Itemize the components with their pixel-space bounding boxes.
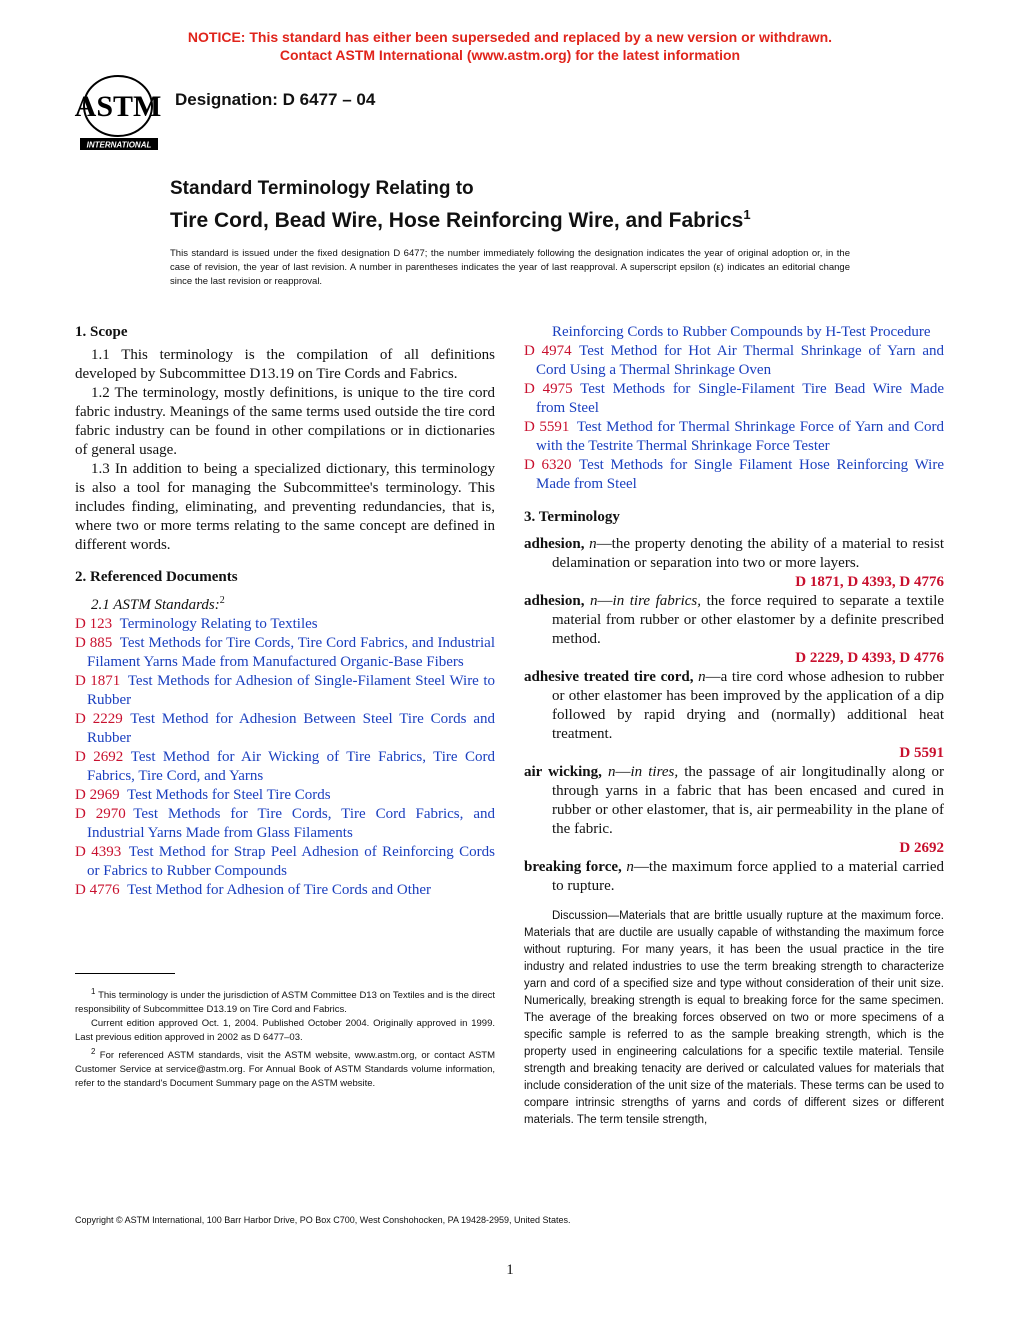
reference-item[interactable] (524, 342, 944, 380)
copyright: Copyright © ASTM International, 100 Barr Harbor Drive, PO Box C700, West Conshohocken, PA 19428-2959, United States. (75, 1215, 571, 1225)
reference-item[interactable] (75, 881, 495, 900)
term-definition: the passage of air longitudinally along or through yarns in a fabric that has been encased and cured in rubber or other elastomer, that is, air permeability in the plane of the fabric. (552, 764, 945, 837)
footnote-2: $^2$ For referenced ASTM standards, visit the ASTM website, www.astm.org, or contact ASTM Customer Service at service@astm.org. For Annual Book of ASTM Standards volume information, refer to the standard's Document Summary page on the ASTM website. (75, 1047, 495, 1090)
standards-label-text: 2.1 ASTM Standards: (91, 597, 220, 613)
notice-line-2: Contact ASTM International (www.astm.org) for the latest information (279, 47, 741, 63)
discussion: Discussion—Materials that are brittle usually rupture at the maximum force. Materials that are ductile are usually capable of withstanding the maximum force without rupturing. For many years, it has been the usual practice in the tire industry and related industries to use the term breaking strength to characterize yarn and cord of a specified size and type without consideration of their unit size. Numerically, breaking strength is equal to breaking force for the same specimen. The average of the breaking forces observed on two or more specimens of a specific sample is referred to as the sample breaking strength, which is the property used in engineering calculations for a specific textile material. Tensile strength and breaking tenacity are derived or calculated values for materials that include consideration of the unit size of the materials. These terms can be used to compare intrinsic strengths of yarns and cords of different sizes or different materials. The term tensile strength, (524, 910, 944, 1126)
reference-number[interactable]: D 2970 (75, 806, 126, 822)
reference-title-link[interactable]: Test Methods for Tire Cords, Tire Cord Fabrics, and Industrial Yarns Made from Glass Filaments (87, 806, 495, 841)
reference-item[interactable] (75, 786, 495, 805)
term-definition: a tire cord whose adhesion to rubber or other elastomer has been improved by the application of a dip followed by rapid drying and (normally) additional heat treatment. (552, 669, 945, 742)
reference-item[interactable] (75, 843, 495, 881)
right-column (524, 323, 944, 1129)
term-pos: n (608, 764, 616, 780)
reference-item[interactable] (75, 805, 495, 843)
footnote-2-text: For referenced ASTM standards, visit the ASTM website, www.astm.org, or contact ASTM Customer Service at service@astm.org. For Annual Book of ASTM Standards volume information, refer to the standard's Document Summary page on the ASTM website. (75, 1050, 495, 1090)
term-entry: breaking force, n—the maximum force applied to a material carried to rupture. (524, 859, 945, 894)
reference-number[interactable]: D 2692 (75, 749, 124, 765)
footnote-rule (75, 973, 175, 974)
logo-text: INTERNATIONAL (86, 140, 152, 150)
reference-title-link[interactable]: Test Method for Strap Peel Adhesion of Reinforcing Cords or Fabrics to Rubber Compounds (87, 844, 495, 879)
page-title (170, 176, 751, 234)
reference-list (75, 615, 495, 900)
reference-title-link[interactable]: Test Method for Air Wicking of Tire Fabrics, Tire Cord Fabrics, Tire Cord, and Yarns (87, 749, 495, 784)
term-name: adhesion, (524, 536, 585, 552)
reference-item[interactable] (75, 672, 495, 710)
term-entry: adhesion, n—the property denoting the ability of a material to resist delamination or separation into two or more layers. (524, 536, 944, 571)
reference-item[interactable] (75, 615, 495, 634)
reference-number[interactable]: D 2969 (75, 787, 120, 803)
reference-item[interactable] (75, 748, 495, 786)
reference-title-link[interactable]: Test Method for Adhesion Between Steel Tire Cords and Rubber (87, 711, 495, 746)
term-entry: adhesive treated tire cord, n—a tire cord whose adhesion to rubber or other elastomer has been improved by the application of a dip followed by rapid drying and (normally) additional heat treatment. (524, 669, 945, 742)
referenced-heading: 2. Referenced Documents (75, 569, 238, 585)
term-qualifier: in tires, (630, 764, 679, 780)
term-list (524, 535, 944, 896)
reference-item[interactable] (524, 456, 944, 494)
reference-number[interactable]: D 1871 (75, 673, 121, 689)
term-pos: n (698, 669, 706, 685)
designation: Designation: D 6477 – 04 (175, 90, 376, 109)
notice-line-1: NOTICE: This standard has either been superseded and replaced by a new version or withdrawn. (187, 29, 833, 45)
reference-title-link[interactable]: Test Method for Adhesion of Tire Cords and Other (127, 882, 432, 898)
scope-p1: 1.1 This terminology is the compilation of all definitions developed by Subcommittee D13.19 on Tire Cords and Fabrics. (75, 347, 495, 382)
term-citations[interactable]: D 5591 (899, 745, 944, 761)
term-qualifier: in tire fabrics, (612, 593, 702, 609)
title-line-2-text: Tire Cord, Bead Wire, Hose Reinforcing Wire, and Fabrics (170, 209, 744, 232)
reference-title-link[interactable]: Test Method for Hot Air Thermal Shrinkage of Yarn and Cord Using a Thermal Shrinkage Oven (536, 343, 944, 378)
term-citations[interactable]: D 2692 (899, 840, 944, 856)
reference-title-link[interactable]: Test Methods for Steel Tire Cords (127, 787, 331, 803)
reference-item[interactable] (75, 634, 495, 672)
reference-number[interactable]: D 4393 (75, 844, 122, 860)
title-line-1: Standard Terminology Relating to (170, 178, 474, 199)
notice-banner (0, 28, 1020, 64)
reference-number[interactable]: D 4776 (75, 882, 120, 898)
term-entry: air wicking, n—in tires, the passage of air longitudinally along or through yarns in a fabric that has been encased and cured in rubber or other elastomer, that is, air permeability in the plane of the fabric. (524, 764, 945, 837)
reference-list-right (524, 342, 944, 494)
reference-number[interactable]: D 4975 (524, 381, 573, 397)
reference-title-link[interactable]: Terminology Relating to Textiles (119, 616, 318, 632)
standards-footnote-mark: 2 (219, 595, 225, 606)
reference-number[interactable]: D 4974 (524, 343, 572, 359)
reference-number[interactable]: D 5591 (524, 419, 570, 435)
scope-p2: 1.2 The terminology, mostly definitions, is unique to the tire cord fabric industry. Meanings of the same terms used outside the tire cord fabric industry can be found in other compilations or in dictionaries of general usage. (75, 385, 495, 458)
reference-number[interactable]: D 2229 (75, 711, 123, 727)
svg-text:ASTM: ASTM (74, 90, 162, 123)
reference-continuation[interactable]: Reinforcing Cords to Rubber Compounds by H-Test Procedure (552, 324, 931, 340)
term-name: breaking force, (524, 859, 622, 875)
title-line-2 (170, 202, 751, 234)
term-citations[interactable]: D 2229, D 4393, D 4776 (795, 650, 944, 666)
term-entry: adhesion, n—in tire fabrics, the force required to separate a textile material from rubber or other elastomer by a definite prescribed method. (524, 593, 945, 647)
reference-item[interactable] (524, 380, 944, 418)
term-pos: n (626, 859, 634, 875)
reference-number[interactable]: D 123 (75, 616, 113, 632)
term-pos: n (590, 593, 598, 609)
standards-label (75, 591, 495, 615)
terminology-heading: 3. Terminology (524, 509, 620, 525)
reference-number[interactable]: D 6320 (524, 457, 572, 473)
reference-number[interactable]: D 885 (75, 635, 113, 651)
astm-logo-icon (70, 72, 166, 152)
reference-item[interactable] (524, 418, 944, 456)
term-pos: n (589, 536, 597, 552)
title-footnote-mark: 1 (743, 207, 751, 222)
term-definition: the property denoting the ability of a material to resist delamination or separation into two or more layers. (552, 536, 944, 571)
footnotes (75, 985, 495, 1091)
term-name: air wicking, (524, 764, 602, 780)
scope-p3: 1.3 In addition to being a specialized dictionary, this terminology is also a tool for managing the Subcommittee's terminology. This includes finding, eliminating, and preventing redundancies, that is, where two or more terms relating to the same concept are defined in different words. (75, 461, 495, 553)
footnote-1b: Current edition approved Oct. 1, 2004. Published October 2004. Originally approved in 1999. Last previous edition approved in 2002 as D 6477–03. (75, 1018, 495, 1044)
reference-title-link[interactable]: Test Methods for Adhesion of Single-Filament Steel Wire to Rubber (87, 673, 495, 708)
term-definition: the force required to separate a textile material from rubber or other elastomer by a definite prescribed method. (552, 593, 945, 647)
reference-title-link[interactable]: Test Method for Thermal Shrinkage Force of Yarn and Cord with the Testrite Thermal Shrinkage Force Tester (536, 419, 944, 454)
footnote-1-text: This terminology is under the jurisdiction of ASTM Committee D13 on Textiles and is the direct responsibility of Subcommittee D13.19 on Tire Cord and Fabrics. (75, 990, 496, 1016)
term-name: adhesion, (524, 593, 585, 609)
term-definition: the maximum force applied to a material carried to rupture. (552, 859, 945, 894)
reference-item[interactable] (75, 710, 495, 748)
term-name: adhesive treated tire cord, (524, 669, 694, 685)
reference-title-link[interactable]: Test Methods for Single Filament Hose Reinforcing Wire Made from Steel (536, 457, 944, 492)
scope-heading: 1. Scope (75, 324, 128, 340)
issued-note: This standard is issued under the fixed designation D 6477; the number immediately following the designation indicates the year of original adoption or, in the case of revision, the year of last revision. A number in parentheses indicates the year of last reapproval. A superscript epsilon (ε) indicates an editorial change since the last revision or reapproval. (170, 248, 850, 287)
footnote-1: $^1$ This terminology is under the jurisdiction of ASTM Committee D13 on Textiles and is the direct responsibility of Subcommittee D13.19 on Tire Cord and Fabrics. (75, 987, 496, 1016)
page-number: 1 (506, 1262, 514, 1278)
term-citations[interactable]: D 1871, D 4393, D 4776 (795, 574, 944, 590)
left-column (75, 323, 495, 900)
reference-title-link[interactable]: Test Methods for Tire Cords, Tire Cord Fabrics, and Industrial Filament Yarns Made from Manufactured Organic-Base Fibers (87, 635, 495, 670)
reference-title-link[interactable]: Test Methods for Single-Filament Tire Bead Wire Made from Steel (536, 381, 944, 416)
